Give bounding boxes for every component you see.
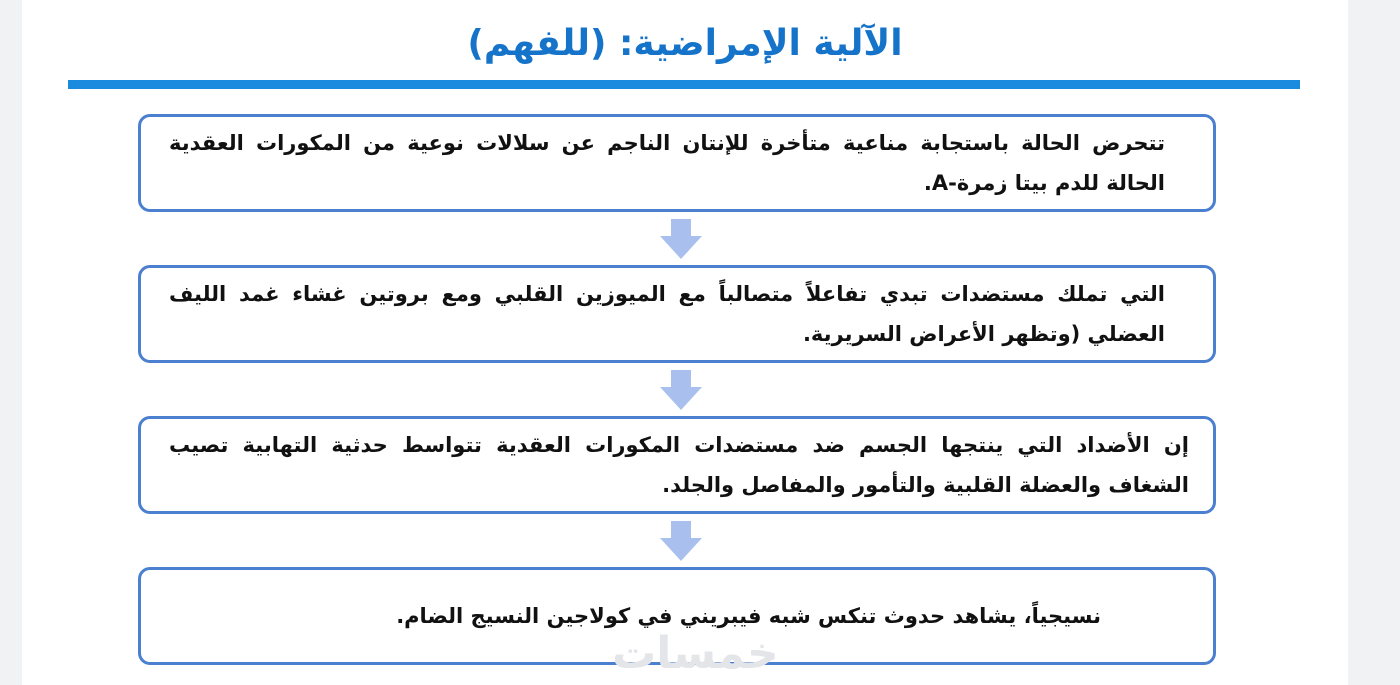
flow-step-2-text: التي تملك مستضدات تبدي تفاعلاً متصالباً مع الميوزين القلبي ومع بروتين غشاء غمد الليف العضلي (وتظهر الأعراض السريرية. — [169, 282, 1165, 346]
down-arrow-icon — [660, 521, 702, 561]
down-arrow-icon — [660, 370, 702, 410]
flow-step-3 — [138, 416, 1216, 514]
flow-step-2 — [138, 265, 1216, 363]
flow-step-3-text: إن الأضداد التي ينتجها الجسم ضد مستضدات المكورات العقدية تتواسط حدثية التهابية تصيب الشغاف والعضلة القلبية والتأمور والمفاصل والجلد. — [169, 433, 1189, 497]
down-arrow-icon — [660, 219, 702, 259]
watermark-logo: خمسات — [612, 628, 779, 679]
page-title: الآلية الإمراضية: (للفهم) — [467, 23, 903, 64]
flow-step-1-text: تتحرض الحالة باستجابة مناعية متأخرة للإنتان الناجم عن سلالات نوعية من المكورات العقدية الحالة للدم بيتا زمرة-A. — [169, 131, 1165, 195]
title-underline — [68, 80, 1300, 89]
slide — [22, 0, 1348, 685]
flow-step-4-text: نسيجياً، يشاهد حدوث تنكس شبه فيبريني في كولاجين النسيج الضام. — [396, 604, 1101, 628]
flow-step-1 — [138, 114, 1216, 212]
